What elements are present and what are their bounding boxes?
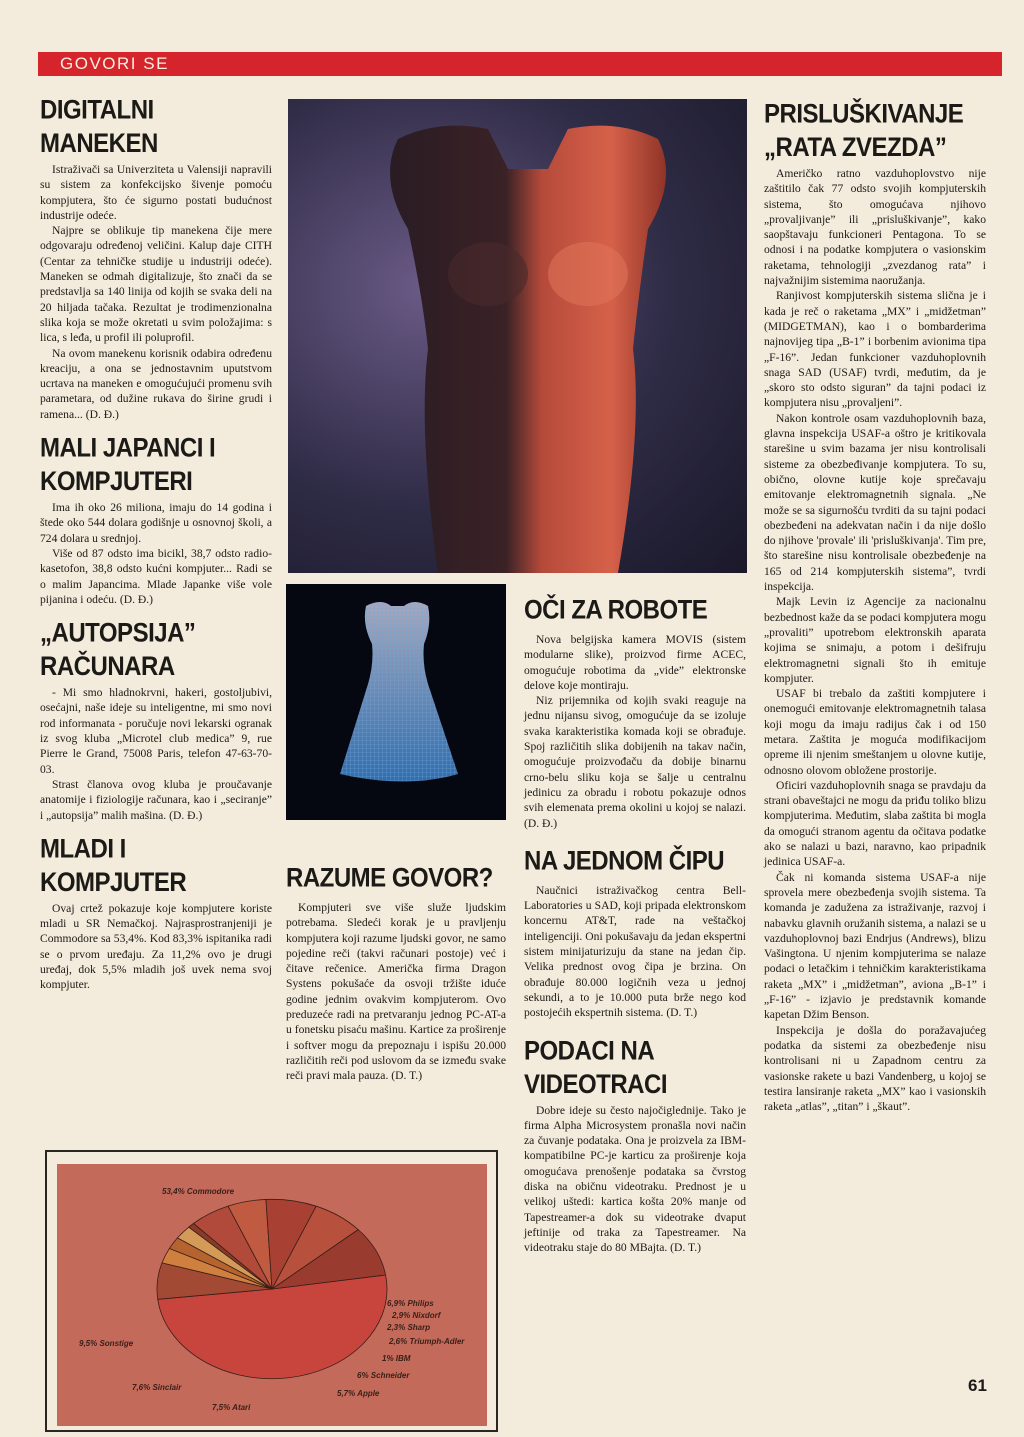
paragraph: Dobre ideje su često najočiglednije. Tako je firma Alpha Microsystem pronašla novi način za čuvanje podataka. Ona je proizvela za IBM-kompatibilne PC-je karticu za proširenje koja omogućava prenošenje podataka sa čvrstog diska na običnu videotraku. Prednost je u velikoj uštedi: kartica košta 20% manje od Tapestreamer-a dok su videotrake dvaput jeftinije od traka za Tapestreamer. Na videotraku staje do 80 MBajta. (D. T.) bbox=[524, 1103, 746, 1255]
pie-slice-label: 53,4% Commodore bbox=[162, 1187, 235, 1196]
section-header: GOVORI SE bbox=[38, 52, 1002, 76]
wireframe-dress-illustration bbox=[286, 584, 506, 820]
paragraph: Nakon kontrole osam vazduhoplovnih baza, glavna inspekcija USAF-a oštro je kritikovala starešine u svim bazama jer nisu kontrolisali sisteme za obezbeđivanje kompjutera. To su, obično, olovne kutije koje sprečavaju emitovanje elektromagnetnih signala. „Ne može se sa sigurnošću tvrditi da su tajni podaci obezbeđeni na adekvatan način i da nije došlo do njihove 'provale' ili 'prisluškivanja'. Tim pre, što starešine nisu kontrolisale obezbeđenje na 165 od 214 kompjuterskih sistema”, tvrdi inspekcija. bbox=[764, 411, 986, 594]
column-4 bbox=[764, 98, 986, 1124]
column-2 bbox=[286, 862, 506, 1094]
paragraph: - Mi smo hladnokrvni, hakeri, gostoljubivi, osećajni, naše ideje su inteligentne, mi smo novi rod informanata - poručuje novi lekarski ogranak iz svog kluba „Microtel club medica” 9, rue Pierre le Grand, 75008 Paris, telefon 47-63-70-03. bbox=[40, 686, 272, 776]
wireframe-mannequin-photo bbox=[286, 584, 506, 820]
pie-slice-label: 7,5% Atari bbox=[212, 1403, 251, 1412]
column-1 bbox=[40, 94, 272, 1003]
paragraph: Na ovom manekenu korisnik odabira određenu kreaciju, a ona se jednostavnim uputstvom ucrtava na maneken e omogućujući promenu svih parametara, od dužine rukava do širine grudi i ramena... (D. Đ.) bbox=[40, 346, 272, 421]
paragraph: Niz prijemnika od kojih svaki reaguje na jednu nijansu sivog, omogućuje da se izoluje svaka karakteristika komada koji se obrađuje. Spoj različitih slika dobijenih na takav način, omogućuje proizvođaču da dobije binarnu crno-belu sliku koja se šalje u centralnu jedinicu za obradu i robotu pokazuje odnos svih elemenata prema okolini u kojoj se nalazi. (D. Đ.) bbox=[524, 694, 746, 830]
article-mali-japanci bbox=[40, 432, 272, 607]
paragraph: Strast članova ovog kluba je proučavanje anatomije i fiziologije računara, kao i „seciranje” i „autopsija” malih mašina. (D. Đ.) bbox=[40, 777, 272, 822]
headline: RAZUME GOVOR? bbox=[286, 863, 493, 894]
headline: NA JEDNOM ČIPU bbox=[524, 845, 725, 877]
headline: OČI ZA ROBOTE bbox=[524, 595, 708, 626]
headline: MALI JAPANCI I KOMPJUTERI bbox=[40, 433, 216, 498]
pie-slice-label: 2,9% Nixdorf bbox=[392, 1311, 441, 1320]
pie-slice-label: 6,9% Philips bbox=[387, 1299, 434, 1308]
article-autopsija bbox=[40, 617, 272, 823]
pie-slice-label: 6% Schneider bbox=[357, 1371, 410, 1380]
computer-usage-pie-chart bbox=[45, 1150, 498, 1432]
pie-chart-svg bbox=[57, 1164, 487, 1426]
article-na-jednom-cipu bbox=[524, 845, 746, 1021]
paragraph: Ovaj crtež pokazuje koje kompjutere koriste mladi u SR Nemačkoj. Najrasprostranjeniji je Commodore sa 53,4%. Kod 83,3% ispitanika radi se o prvom uređaju. Za 11,2% ovo je drugi uređaj, dok 5,5% mladih još uvek nema svoj kompjuter. bbox=[40, 901, 272, 992]
paragraph: Naučnici istraživačkog centra Bell-Laboratories u SAD, koji pripada elektronskom koncernu AT&T, rade na veštačkoj inteligenciji. Oni pokušavaju da jedan ekspertni sistem minijaturizuju da stane na jedan čip. Velika prednost ovog čipa je brzina. On obrađuje 80.000 logičnih veza u jednoj sekundi, a to je 10.000 puta brže nego kod postojećih ekspertnih sistema. (D. T.) bbox=[524, 883, 746, 1020]
paragraph: Ima ih oko 26 miliona, imaju do 14 godina i štede oko 544 dolara godišnje u osnovnoj školi, a 724 dolara u srednjoj. bbox=[40, 501, 272, 545]
headline: MLADI I KOMPJUTER bbox=[40, 833, 187, 898]
paragraph: Čak ni komanda sistema USAF-a nije sprovela mere obezbeđenja svojih sistema. Ta komanda je zadužena za istraživanje, razvoj i nabavku glavnih oružanih sistema, a nalazi se u vazduhoplovnoj bazi Endrjus (Andrews), blizu Vašingtona. U njenim kompjuterima se nalaze podaci o letačkim i tehničkim karakteristikama raketa „MX” i „midžetman”, aviona „B-1” i „F-16” - izjavio je predstavnik komande kapetan Džim Benson. bbox=[764, 870, 986, 1022]
pie-slice-label: 1% IBM bbox=[382, 1354, 411, 1363]
headline: „AUTOPSIJA” RAČUNARA bbox=[40, 618, 196, 683]
pie-slice-label: 5,7% Apple bbox=[337, 1389, 380, 1398]
article-mladi-i-kompjuter bbox=[40, 833, 272, 993]
headline: PODACI NA VIDEOTRACI bbox=[524, 1035, 668, 1100]
paragraph: Američko ratno vazduhoplovstvo nije zaštitilo čak 77 odsto svojih kompjuterskih sistema, što omogućava njihovo „provaljivanje” ili „prisluškivanje”, kako saopštavaju funkcioneri Pentagona. To se odnosi i na podatke kompjutera o vasionskim raketama, tehnologiji „zvezdanog rata” i najvažnijim sistemima naoružanja. bbox=[764, 167, 986, 288]
article-razume-govor bbox=[286, 862, 506, 1084]
mannequin-torso-illustration bbox=[288, 99, 747, 573]
page-number: 61 bbox=[968, 1376, 987, 1395]
pie-slice-label: 2,6% Triumph-Adler bbox=[389, 1337, 465, 1346]
headline: PRISLUŠKIVANJE „RATA ZVEZDA” bbox=[764, 99, 964, 163]
article-oci-za-robote bbox=[524, 594, 746, 831]
mannequin-torso-photo bbox=[288, 99, 747, 573]
pie-slice-label: 7,6% Sinclair bbox=[132, 1383, 182, 1392]
paragraph: Nova belgijska kamera MOVIS (sistem modularne slike), proizvod firme ACEC, omogućuje robotima da „vide” elektronske delove koje montiraju. bbox=[524, 633, 746, 692]
paragraph: Ranjivost kompjuterskih sistema slična je i kada je reč o raketama „MX” i „midžetman” (MIDGETMAN), kao i o bombarderima najnovijeg tipa „B-1” i borbenim avionima tipa „F-16”. Jedan funkcioner vazduhoplovnih snaga SAD (USAF) tvrdi, međutim, da je „skoro sto odsto siguran” da tajni podaci iz kompjutera nisu „provaljeni”. bbox=[764, 289, 986, 410]
article-podaci-na-videotraci bbox=[524, 1035, 746, 1256]
paragraph: Istraživači sa Univerziteta u Valensiji napravili su sistem za konfekcijsko šivenje pomoću kompjutera, što će sigurno postati budućnost industrije odeće. bbox=[40, 163, 272, 222]
paragraph: Najpre se oblikuje tip manekena čije mere odgovaraju određenoj veličini. Kalup daje CITH (Centar za tehničke studije u industriji odeće). Maneken se odmah digitalizuje, što znači da se predstavlja sa 140 linija od kojih se svaka deli na 20 hiljada tačaka. Rezultat je trodimenzionalna slika koja se može okretati u svim položajima: s lica, s leđa, u profil ili poluprofil. bbox=[40, 224, 272, 345]
paragraph: Oficiri vazduhoplovnih snaga se pravdaju da strani obaveštajci ne mogu da priđu toliko blizu kompjuterima. Međutim, slaba zaštita bi mogla da omogući stranom agentu da očitava podatke ako se nalazi u bazi, naravno, kao pripadnik jedinica USAF-a. bbox=[764, 778, 986, 869]
column-3 bbox=[524, 594, 746, 1266]
pie-slice-label: 2,3% Sharp bbox=[387, 1323, 431, 1332]
article-digitalni-maneken bbox=[40, 94, 272, 422]
paragraph: Više od 87 odsto ima bicikl, 38,7 odsto radio-kasetofon, 38,8 odsto kućni kompjuter... Radi se o malim Japancima. Mlade Japanke više vole pijanina i odeću. (D. Đ.) bbox=[40, 546, 272, 606]
pie-chart-panel bbox=[57, 1164, 487, 1426]
headline: DIGITALNI MANEKEN bbox=[40, 95, 158, 159]
article-prisluskivanje bbox=[764, 98, 986, 1114]
paragraph: Kompjuteri sve više služe ljudskim potrebama. Sledeći korak je u pravljenju kompjutera koji razume ljudski govor, ne samo pojedine reči (takvi računari postoje) već i čitave rečenice. Američka firma Dragon Systens pokušaće da osvoji tržište iduće godine jednim ovakvim kompjuterom. Ovo preduzeće radi na pretvaranju jednog PC-AT-a u fonetsku pisaću mašinu. Kartice za proširenje i softver mogu da prepoznaju i ispišu 20.000 različitih reči pod uslovom da se između svake reči pravi mala pauza. (D. T.) bbox=[286, 901, 506, 1083]
paragraph: USAF bi trebalo da zaštiti kompjutere i onemogući emitovanje elektromagnetnih talasa koji mogu da imaju radijus čak i od 150 metara. Zaštita je moguća modifikacijom opreme ili njenim smeštanjem u olovne kutije, odnosno olovom obložene prostorije. bbox=[764, 687, 986, 777]
pie-slice-label: 9,5% Sonstige bbox=[79, 1339, 134, 1348]
paragraph: Inspekcija je došla do poražavajućeg podatka da sistemi za obezbeđenje nisu kontrolisani ni u Zapadnom centru za vasionske rakete u bazi Vandenberg, u kojoj se testira lansiranje raketa „MX” kao i vasionskih raketa „atlas”, „titan” i „škaut”. bbox=[764, 1023, 986, 1114]
paragraph: Majk Levin iz Agencije za nacionalnu bezbednost kaže da se podaci kompjutera mogu „provaliti” upotrebom elektronskih aparata kojima se snimaju, a potom i dešifruju elektromagnetni signali što ih emituje kompjuter. bbox=[764, 595, 986, 685]
